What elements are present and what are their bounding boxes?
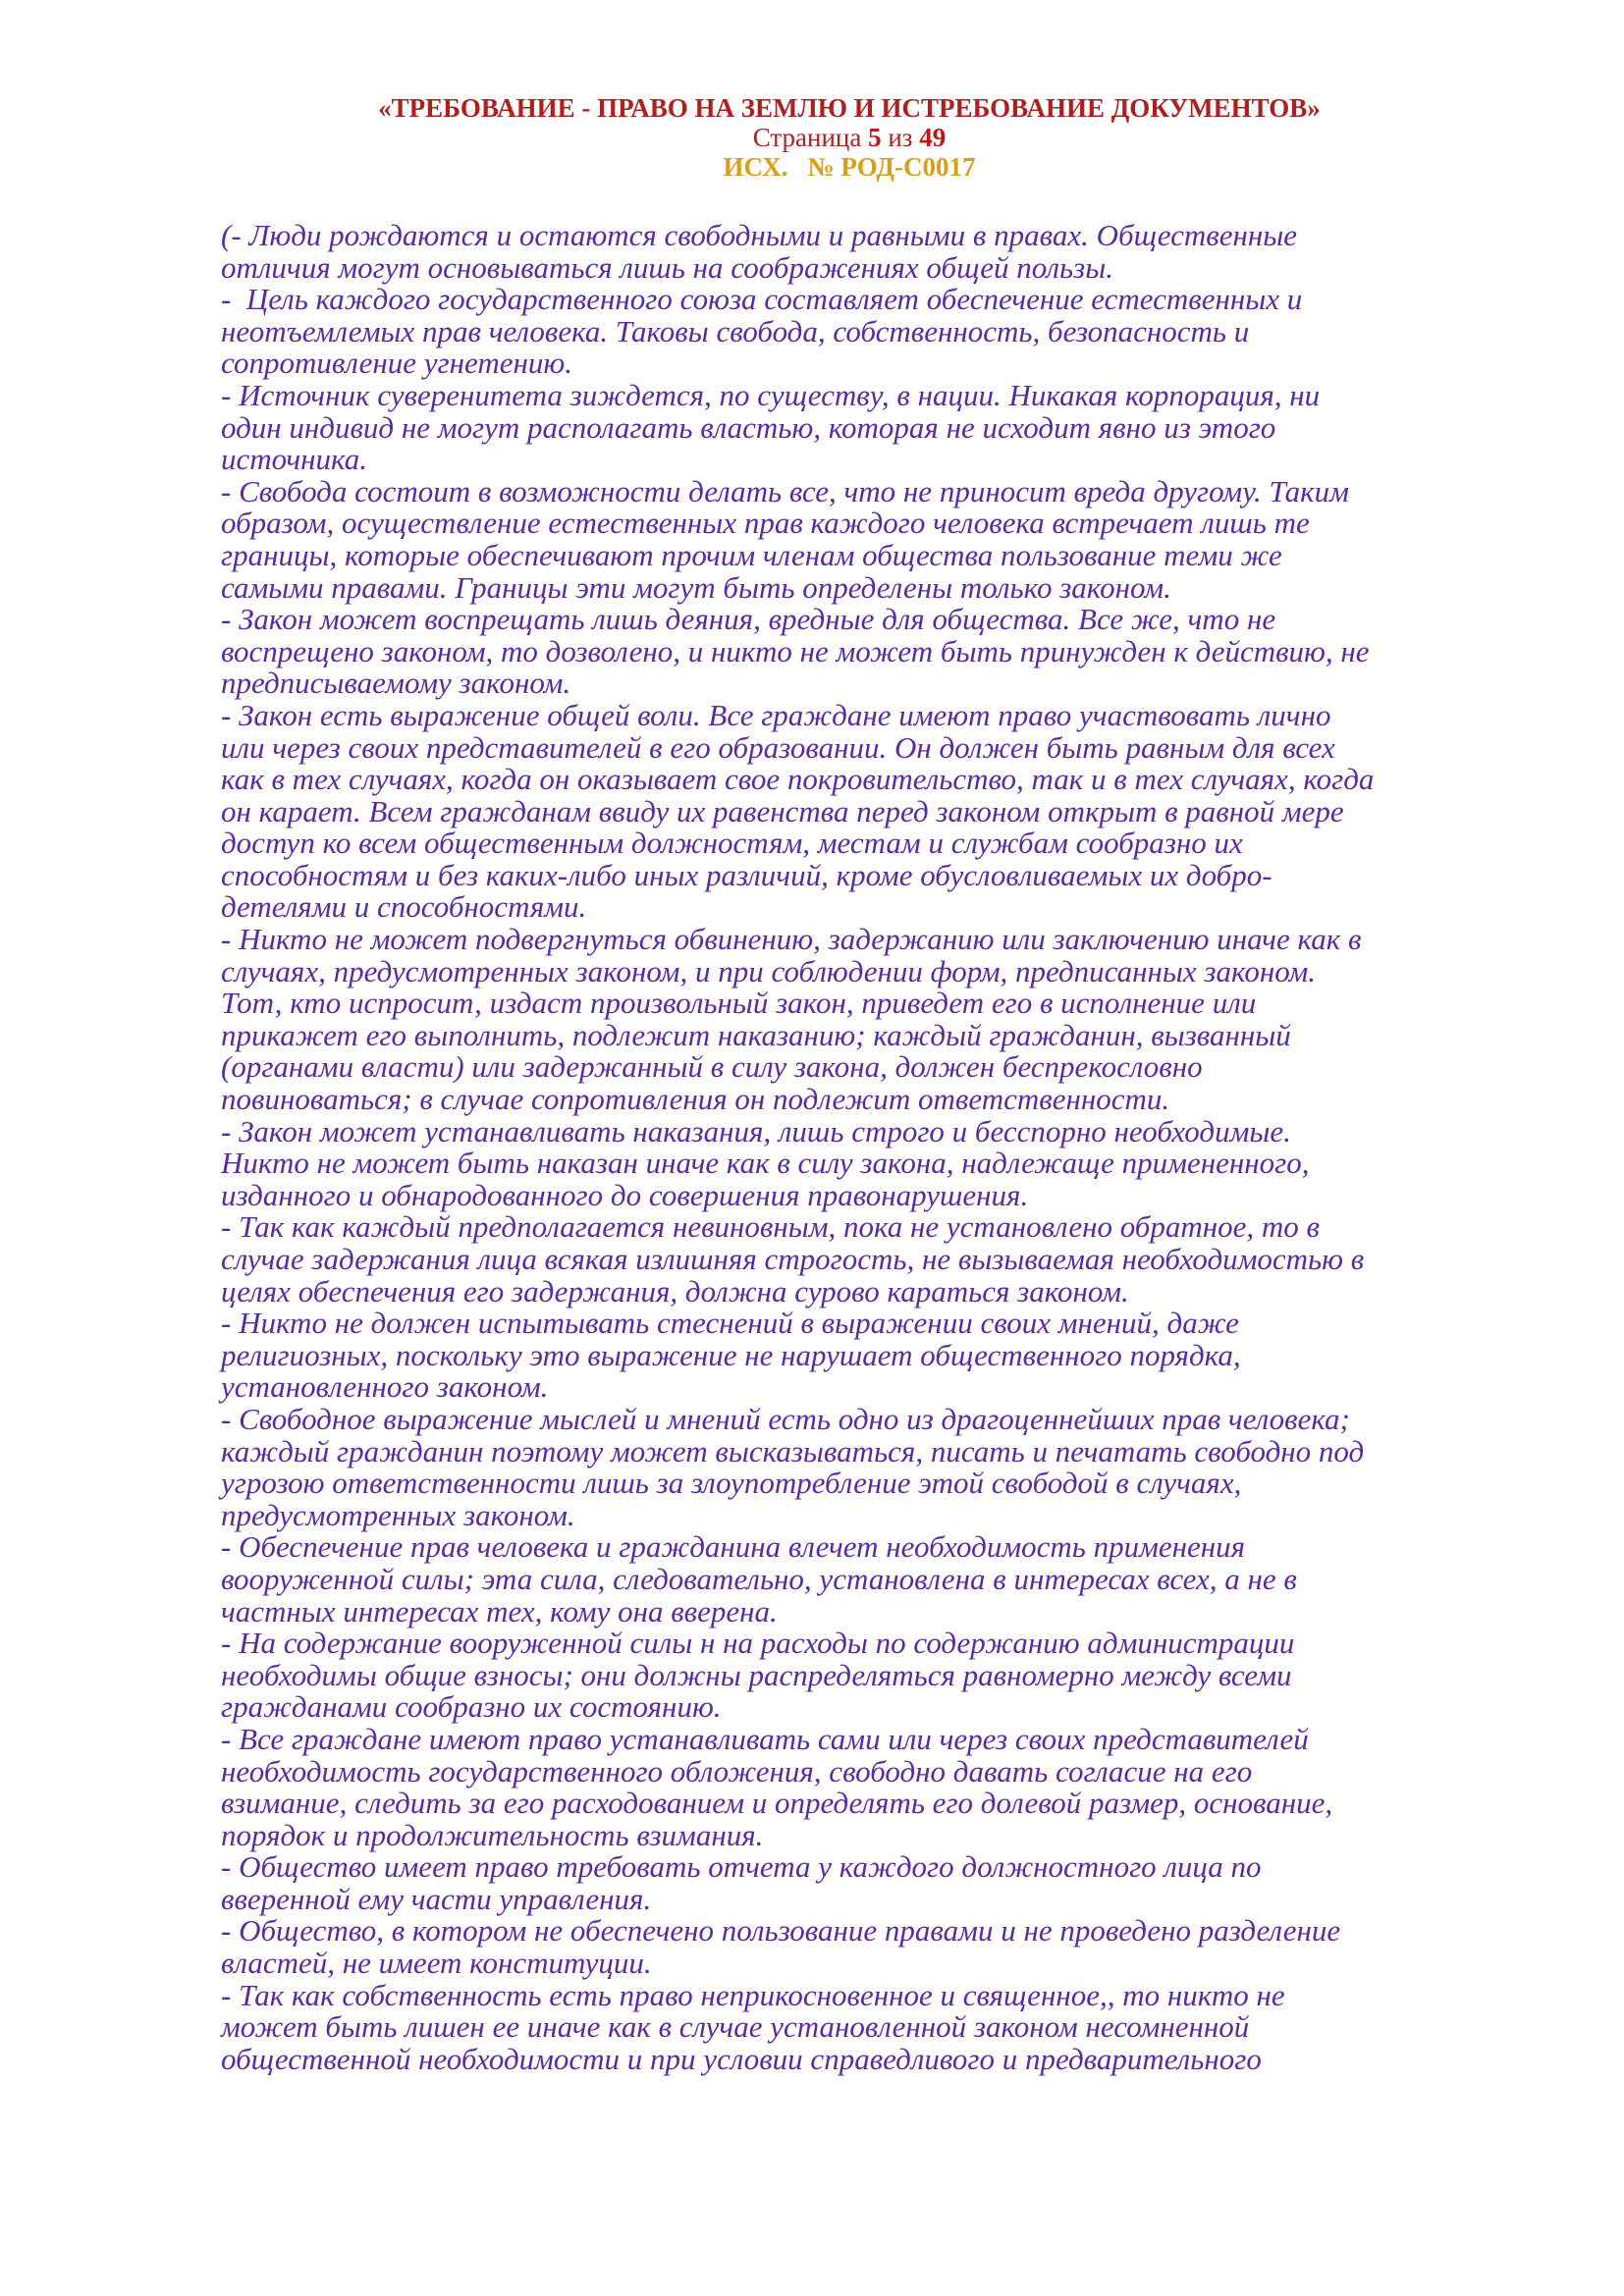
text-line: или через своих представителей в его образовании. Он должен быть равным для всех (221, 729, 1335, 765)
document-body (221, 220, 1527, 2075)
text-line: предусмотренных законом. (221, 1497, 575, 1532)
text-line: отличия могут основываться лишь на соображениях общей пользы. (221, 249, 1113, 285)
text-line: вверенной ему части управления. (221, 1881, 652, 1916)
text-line: порядок и продолжительность взимания. (221, 1817, 764, 1852)
text-line: один индивид не могут располагать властью, которая не исходит явно из этого (221, 409, 1276, 445)
text-line: - Закон может устанавливать наказания, лишь строго и бесспорно необходимые. (221, 1113, 1291, 1148)
text-line: общественной необходимости и при условии справедливого и предварительного (221, 2041, 1262, 2076)
text-line: гражданами сообразно их состоянию. (221, 1689, 722, 1725)
text-line: - Так как каждый предполагается невиновным, пока не установлено обратное, то в (221, 1209, 1321, 1245)
text-line: границы, которые обеспечивают прочим членам общества пользование теми же (221, 537, 1282, 572)
text-line: - Никто не должен испытывать стеснений в выражении своих мнений, даже (221, 1306, 1239, 1341)
text-line: - Общество имеет право требовать отчета у каждого должностного лица по (221, 1849, 1262, 1885)
text-line: (органами власти) или задержанный в силу закона, должен беспрекословно (221, 1049, 1203, 1085)
text-line: - Так как собственность есть право неприкосновенное и священное,, то никто не (221, 1977, 1285, 2012)
text-line: властей, не имеет конституции. (221, 1946, 652, 1981)
text-line: вооруженной силы; эта сила, следовательно, установлена в интересах всех, а не в (221, 1561, 1297, 1596)
text-line: - Обеспечение прав человека и гражданина влечет необходимость применения (221, 1529, 1246, 1565)
text-line: Тот, кто испросит, издаст произвольный закон, приведет его в исполнение или (221, 986, 1257, 1021)
text-line: - Закон может воспрещать лишь деяния, вредные для общества. Все же, что не (221, 602, 1276, 637)
text-line: взимание, следить за его расходованием и определять его долевой размер, основание, (221, 1786, 1333, 1821)
document-header (221, 0, 1478, 182)
text-line: случае задержания лица всякая излишняя строгость, не вызываемая необходимостью в (221, 1242, 1365, 1276)
text-line: неотъемлемых прав человека. Таковы свобода, собственность, безопасность и (221, 313, 1250, 348)
text-line: изданного и обнародованного до совершения правонарушения. (221, 1177, 1029, 1212)
text-line: Никто не может быть наказан иначе как в силу закона, надлежаще примененного, (221, 1146, 1310, 1181)
page-number-line (221, 124, 1478, 152)
text-line: повиноваться; в случае сопротивления он подлежит ответственности. (221, 1082, 1170, 1117)
text-line: - Цель каждого государственного союза составляет обеспечение естественных и (221, 282, 1303, 317)
text-line: необходимы общие взносы; они должны распределяться равномерно между всеми (221, 1657, 1292, 1692)
document-title: «ТРЕБОВАНИЕ - ПРАВО НА ЗЕМЛЮ И ИСТРЕБОВАНИЕ ДОКУМЕНТОВ» (378, 93, 1321, 123)
text-line: - Источник суверенитета зиждется, по существу, в нации. Никакая корпорация, ни (221, 377, 1321, 412)
text-line: (- Люди рождаются и остаются свободными и равными в правах. Общественные (221, 218, 1297, 252)
text-line: случаях, предусмотренных законом, и при соблюдении форм, предписанных законом. (221, 953, 1317, 988)
text-line: частных интересах тех, кому она вверена. (221, 1593, 778, 1629)
text-line: - Закон есть выражение общей воли. Все граждане имеют право участвовать лично (221, 697, 1331, 732)
ref-prefix: ИСХ. (723, 152, 788, 182)
text-line: прикажет его выполнить, подлежит наказанию; каждый гражданин, вызванный (221, 1017, 1291, 1052)
text-line: детелями и способностями. (221, 889, 587, 925)
page-of-word: из (888, 123, 913, 152)
text-line: целях обеспечения его задержания, должна сурово караться законом. (221, 1273, 1129, 1308)
text-line: предписываемому законом. (221, 666, 571, 701)
text-line: - Свобода состоит в возможности делать все, что не приносит вреда другому. Таким (221, 473, 1349, 508)
page-word: Страница (752, 123, 862, 152)
text-line: религиозных, поскольку это выражение не нарушает общественного порядка, (221, 1337, 1241, 1372)
text-line: - Свободное выражение мыслей и мнений есть одно из драгоценнейших прав человека; (221, 1401, 1350, 1436)
reference-line (221, 153, 1478, 182)
text-line: как в тех случаях, когда он оказывает свое покровительство, так и в тех случаях, когда (221, 762, 1375, 797)
text-line: доступ ко всем общественным должностям, местам и службам сообразно их (221, 826, 1243, 861)
page-current-number: 5 (868, 123, 882, 152)
text-line: воспрещено законом, то дозволено, и никто не может быть принужден к действию, не (221, 633, 1370, 668)
text-line: он карает. Всем гражданам ввиду их равенства перед законом открыт в равной мере (221, 793, 1344, 828)
ref-number: № РОД-С0017 (807, 152, 976, 182)
text-line: установленного законом. (221, 1369, 549, 1405)
text-line: угрозою ответственности лишь за злоупотребление этой свободой в случаях, (221, 1466, 1242, 1501)
text-line: способностям и без каких-либо иных различий, кроме обусловливаемых их добро- (221, 857, 1272, 892)
text-line: сопротивление угнетению. (221, 346, 572, 381)
text-line: - Общество, в котором не обеспечено пользование правами и не проведено разделение (221, 1913, 1341, 1949)
text-line: каждый гражданин поэтому может высказываться, писать и печатать свободно под (221, 1433, 1365, 1468)
text-line: - Все граждане имеют право устанавливать сами или через своих представителей (221, 1721, 1309, 1756)
text-line: необходимость государственного обложения, свободно давать согласие на его (221, 1753, 1253, 1789)
page-total-number: 49 (919, 123, 947, 152)
text-line: источника. (221, 442, 367, 477)
text-line: может быть лишен ее иначе как в случае установленной законом несомненной (221, 2009, 1250, 2045)
text-line: - На содержание вооруженной силы н на расходы по содержанию администрации (221, 1626, 1295, 1661)
text-line: - Никто не может подвергнуться обвинению, задержанию или заключению иначе как в (221, 922, 1362, 957)
text-line: образом, осуществление естественных прав каждого человека встречает лишь те (221, 506, 1310, 541)
text-line: самыми правами. Границы эти могут быть определены только законом. (221, 569, 1171, 605)
